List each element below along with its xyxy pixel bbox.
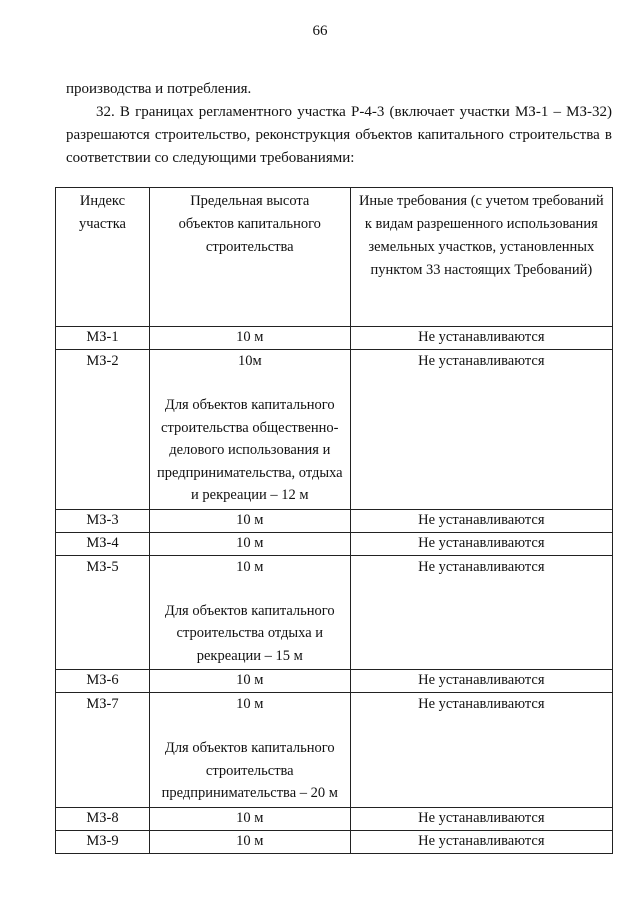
row-other-text: Не устанавливаются	[418, 558, 545, 575]
paragraph-clause-32: 32. В границах регламентного участка Р-4-3 (включает участки МЗ-1 – МЗ-32) разрешаются строительство, реконструкция объектов капитального строительства в соответствии со следующими требованиями:	[66, 104, 612, 166]
table-row	[56, 693, 613, 808]
table-row	[56, 350, 613, 510]
row-index	[56, 350, 150, 510]
row-height-note: Для объектов капитального строительства отдыха и рекреации – 15 м	[164, 602, 335, 664]
requirements-table	[55, 187, 613, 854]
row-other: Не устанавливаются	[350, 807, 612, 830]
row-index: МЗ-6	[56, 670, 150, 693]
row-other	[350, 693, 612, 808]
row-height: 10 м	[149, 807, 350, 830]
row-index	[56, 693, 150, 808]
row-height	[149, 693, 350, 808]
row-height-note: Для объектов капитального строительства общественно-делового использования и предпринимательства, отдыха и рекреации – 12 м	[156, 397, 343, 503]
table-row	[56, 555, 613, 670]
row-index: МЗ-3	[56, 509, 150, 532]
row-other: Не устанавливаются	[350, 830, 612, 853]
row-height-value: 10м	[237, 353, 262, 369]
table-row	[56, 830, 613, 853]
paragraph-intro-tail: производства и потребления.	[66, 81, 252, 97]
header-height-text: Предельная высота объектов капитального строительства	[178, 193, 321, 255]
header-other	[350, 188, 612, 327]
row-height-value: 10 м	[236, 558, 264, 575]
row-height	[149, 350, 350, 510]
row-index: МЗ-8	[56, 807, 150, 830]
row-other: Не устанавливаются	[350, 532, 612, 555]
row-height: 10 м	[149, 327, 350, 350]
header-index-text: Индекс участка	[78, 193, 126, 232]
table-row	[56, 509, 613, 532]
row-other-text: Не устанавливаются	[418, 353, 545, 369]
row-height	[149, 555, 350, 670]
row-height: 10 м	[149, 509, 350, 532]
row-other: Не устанавливаются	[350, 509, 612, 532]
header-other-text: Иные требования (с учетом требований к видам разрешенного использования земельных участков, установленных пунктом 33 настоящих Требований)	[358, 193, 604, 278]
row-index-text: МЗ-7	[86, 696, 119, 712]
row-index: МЗ-4	[56, 532, 150, 555]
row-index: МЗ-9	[56, 830, 150, 853]
row-other-text: Не устанавливаются	[418, 696, 545, 712]
table-row	[56, 532, 613, 555]
table-row	[56, 327, 613, 350]
row-height-note: Для объектов капитального строительства предпринимательства – 20 м	[161, 740, 338, 801]
row-index-text: МЗ-5	[86, 558, 119, 575]
row-height-value: 10 м	[236, 696, 264, 712]
table-row	[56, 670, 613, 693]
row-index	[56, 555, 150, 670]
page-number: 66	[312, 23, 328, 39]
row-other	[350, 350, 612, 510]
row-height: 10 м	[149, 670, 350, 693]
header-index	[56, 188, 150, 327]
row-other: Не устанавливаются	[350, 327, 612, 350]
row-other	[350, 555, 612, 670]
row-index: МЗ-1	[56, 327, 150, 350]
row-height: 10 м	[149, 532, 350, 555]
header-height	[149, 188, 350, 327]
row-other: Не устанавливаются	[350, 670, 612, 693]
table-header-row	[56, 188, 613, 327]
table-row	[56, 807, 613, 830]
row-height: 10 м	[149, 830, 350, 853]
row-index-text: МЗ-2	[86, 353, 119, 369]
